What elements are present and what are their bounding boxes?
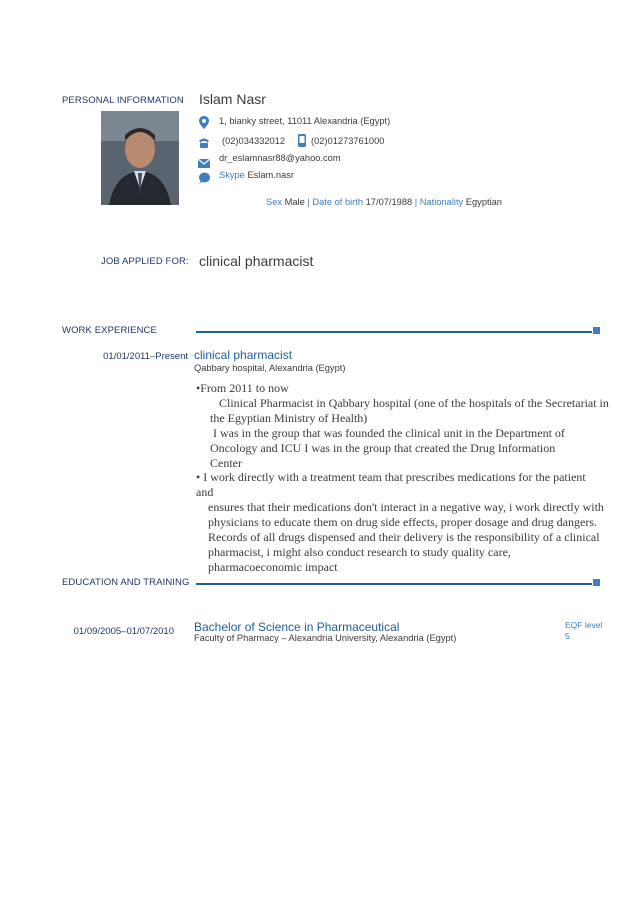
description-line: •From 2011 to now [196, 381, 289, 395]
education-date: 01/09/2005–01/07/2010 [73, 626, 174, 637]
personal-info-label: PERSONAL INFORMATION [62, 95, 184, 106]
section-divider [196, 331, 592, 333]
eqf-label: EQF level [565, 620, 603, 630]
skype-id: Eslam.nasr [247, 170, 294, 180]
phone-number: (02)034332012 [222, 136, 286, 146]
education-label: EDUCATION AND TRAINING [62, 577, 190, 588]
education-title: Bachelor of Science in Pharmaceutical [194, 620, 400, 634]
description-line: pharmacist, i might also conduct research to study quality care, [208, 545, 511, 559]
description-line: the Egyptian Ministry of Health) [210, 411, 368, 425]
address-text: 1, bianky street, 11011 Alexandria (Egypt) [219, 116, 391, 126]
description-line: Oncology and ICU I was in the group that created the Drug Information [210, 441, 556, 455]
address-icon [199, 116, 209, 134]
description-line: I was in the group that was founded the clinical unit in the Department of [210, 426, 565, 440]
candidate-name: Islam Nasr [199, 91, 266, 107]
description-line: ensures that their medications don't interact in a negative way, i work directly with [208, 500, 604, 514]
phone-icon [198, 135, 210, 153]
work-description-1 [196, 381, 609, 471]
personal-details-line [266, 197, 502, 207]
dob-label: Date of birth [312, 197, 364, 207]
description-line: Records of all drugs dispensed and their delivery is the responsibility of a clinical [208, 530, 600, 544]
email-address: dr_eslamnasr88@yahoo.com [219, 153, 341, 163]
nationality-label: Nationality [419, 197, 464, 207]
sex-value: Male [284, 197, 305, 207]
work-date: 01/01/2011–Present [103, 351, 188, 362]
description-line: pharmacoeconomic impact [208, 560, 338, 574]
eqf-level [565, 620, 602, 642]
section-divider [196, 583, 592, 585]
separator: | [414, 197, 418, 207]
description-line: Clinical Pharmacist in Qabbary hospital (one of the hospitals of the Secretariat in [210, 396, 609, 410]
mobile-number: (02)01273761000 [311, 136, 385, 146]
mobile-icon [298, 134, 306, 152]
work-experience-label: WORK EXPERIENCE [62, 325, 157, 336]
section-marker [593, 327, 600, 334]
nationality-value: Egyptian [465, 197, 502, 207]
section-marker [593, 579, 600, 586]
job-applied-label: JOB APPLIED FOR: [101, 256, 189, 267]
sex-label: Sex [266, 197, 283, 207]
work-description-2 [196, 470, 606, 575]
skype-label: Skype [219, 170, 245, 180]
eqf-value: 5 [565, 631, 570, 641]
dob-value: 17/07/1988 [365, 197, 413, 207]
profile-photo [101, 111, 179, 205]
job-applied-value: clinical pharmacist [199, 253, 314, 269]
description-line: Center [210, 456, 242, 470]
skype-line [219, 170, 294, 180]
work-title: clinical pharmacist [194, 348, 293, 362]
description-line: physicians to educate them on drug side effects, proper dosage and drug dangers. [208, 515, 597, 529]
work-employer: Qabbary hospital, Alexandria (Egypt) [194, 363, 346, 373]
description-line: • I work directly with a treatment team that prescribes medications for the patient and [196, 470, 586, 499]
chat-bubble-icon [198, 171, 210, 189]
education-institution: Faculty of Pharmacy – Alexandria University, Alexandria (Egypt) [194, 633, 457, 643]
separator: | [307, 197, 310, 207]
